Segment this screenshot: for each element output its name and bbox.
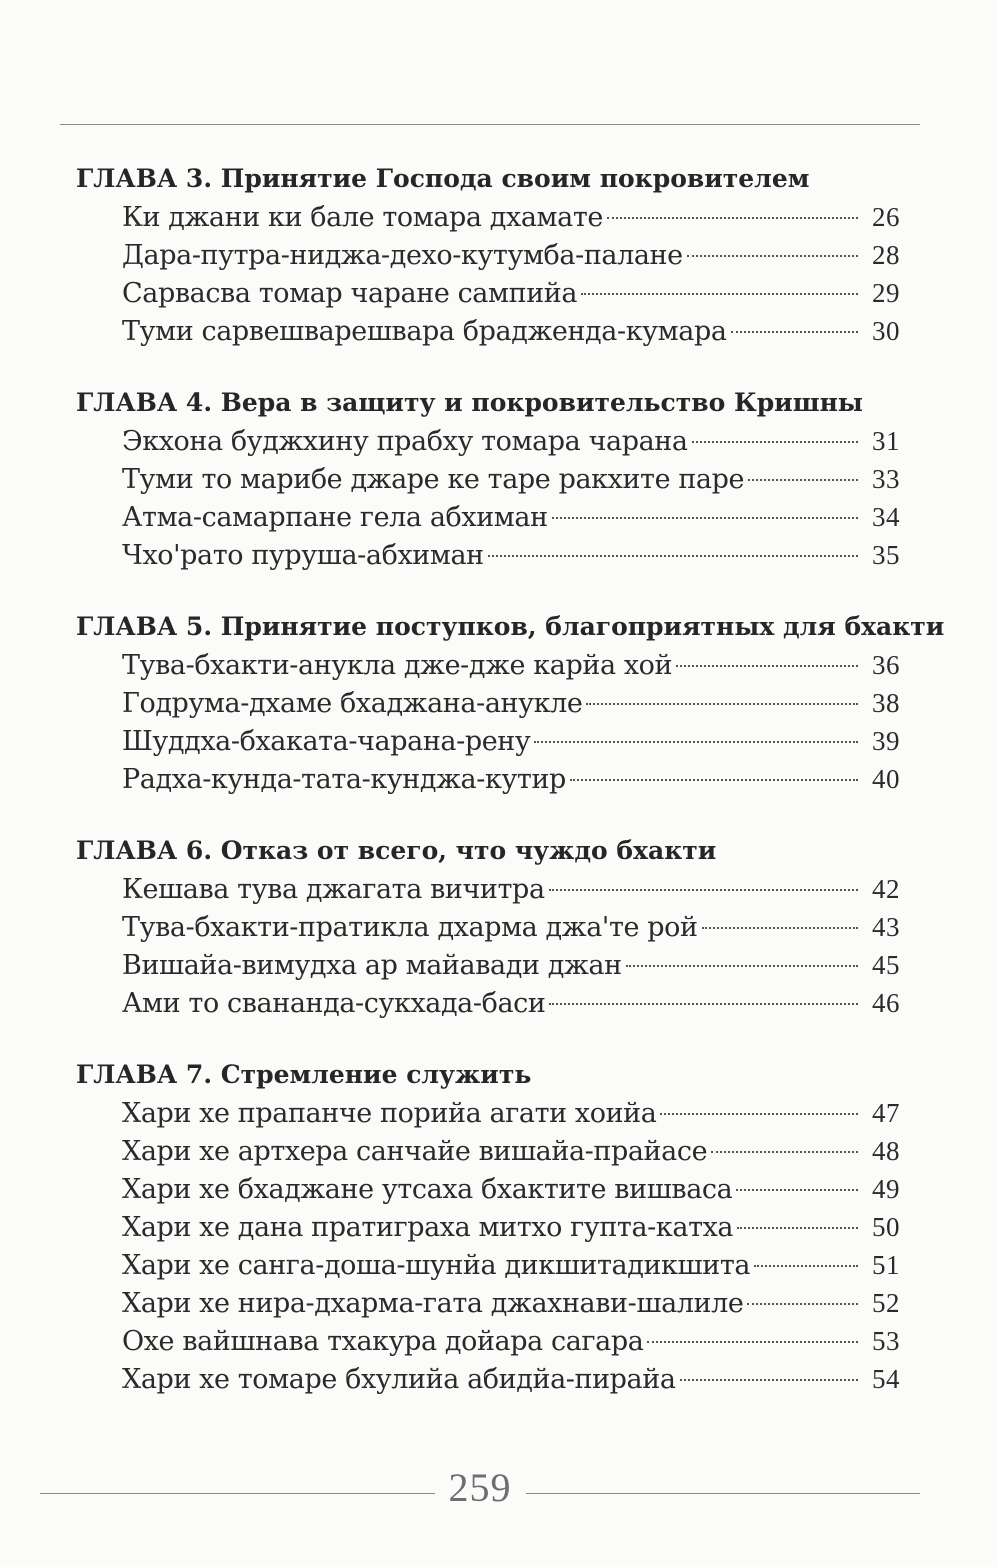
- toc-entry: [60, 1132, 900, 1170]
- toc-entry: [60, 870, 900, 908]
- entry-page-number: 39: [872, 726, 900, 756]
- entry-page-number: 26: [872, 202, 900, 232]
- chapter-4: [60, 384, 900, 574]
- entry-page-number: 47: [872, 1098, 900, 1128]
- entry-title: Хари хе бхаджане утсаха бхактите вишваса: [122, 1174, 733, 1205]
- entry-title: Кешава тува джагата вичитра: [122, 874, 545, 905]
- dot-leader: [692, 441, 858, 443]
- entry-page-number: 38: [872, 688, 900, 718]
- toc-entry: [60, 274, 900, 312]
- toc-entry: [60, 236, 900, 274]
- entry-title: Хари хе томаре бхулийа абидйа-пирайа: [122, 1364, 676, 1395]
- chapter-title: ГЛАВА 6. Отказ от всего, что чуждо бхакти: [76, 836, 717, 865]
- toc-entry: [60, 684, 900, 722]
- dot-leader: [711, 1151, 858, 1153]
- dot-leader: [488, 555, 858, 557]
- entry-page-number: 28: [872, 240, 900, 270]
- dot-leader: [549, 1003, 858, 1005]
- dot-leader: [680, 1379, 858, 1381]
- entry-title: Тува-бхакти-пратикла дхарма джа'те рой: [122, 912, 698, 943]
- entry-page-number: 35: [872, 540, 900, 570]
- dot-leader: [754, 1265, 858, 1267]
- entry-title: Тува-бхакти-анукла дже-дже карйа хой: [122, 650, 673, 681]
- entry-title: Сарвасва томар чаране сампийа: [122, 278, 578, 309]
- dot-leader: [552, 517, 858, 519]
- dot-leader: [676, 665, 858, 667]
- dot-leader: [731, 331, 858, 333]
- toc-entry: [60, 722, 900, 760]
- chapter-6: [60, 832, 900, 1022]
- header-rule: [60, 124, 920, 125]
- chapter-heading: [60, 160, 900, 198]
- dot-leader: [748, 479, 858, 481]
- dot-leader: [549, 889, 858, 891]
- dot-leader: [626, 965, 858, 967]
- toc-entry: [60, 1284, 900, 1322]
- chapter-heading: [60, 1056, 900, 1094]
- entry-title: Туми то марибе джаре ке таре ракхите паре: [122, 464, 745, 495]
- dot-leader: [737, 1227, 858, 1229]
- chapter-title: ГЛАВА 3. Принятие Господа своим покровителем: [76, 164, 810, 193]
- dot-leader: [607, 217, 858, 219]
- toc-entry: [60, 1170, 900, 1208]
- entry-title: Туми сарвешварешвара брадженда-кумара: [122, 316, 727, 347]
- entry-title: Хари хе нира-дхарма-гата джахнави-шалиле: [122, 1288, 744, 1319]
- toc-entry: [60, 1208, 900, 1246]
- dot-leader: [736, 1189, 858, 1191]
- entry-title: Хари хе санга-доша-шунйа дикшитадикшита: [122, 1250, 751, 1281]
- entry-page-number: 42: [872, 874, 900, 904]
- entry-page-number: 31: [872, 426, 900, 456]
- chapter-heading: [60, 608, 945, 646]
- chapter-7: [60, 1056, 900, 1398]
- chapter-heading: [60, 384, 900, 422]
- chapter-3: [60, 160, 900, 350]
- entry-page-number: 34: [872, 502, 900, 532]
- toc-entry: [60, 312, 900, 350]
- entry-page-number: 52: [872, 1288, 900, 1318]
- dot-leader: [581, 293, 858, 295]
- chapter-5: [60, 608, 945, 798]
- dot-leader: [747, 1303, 858, 1305]
- toc-entry: [60, 422, 900, 460]
- entry-page-number: 51: [872, 1250, 900, 1280]
- page-footer: [40, 1457, 920, 1517]
- chapter-heading: [60, 832, 900, 870]
- chapter-title: ГЛАВА 4. Вера в защиту и покровительство Кришны: [76, 388, 863, 417]
- entry-title: Дара-путра-ниджа-дехо-кутумба-палане: [122, 240, 683, 271]
- toc-entry: [60, 1322, 900, 1360]
- entry-page-number: 29: [872, 278, 900, 308]
- entry-title: Годрума-дхаме бхаджана-анукле: [122, 688, 583, 719]
- toc-entry: [60, 1246, 900, 1284]
- toc-entry: [60, 1094, 900, 1132]
- entry-title: Хари хе прапанче порийа агати хоийа: [122, 1098, 657, 1129]
- toc-entry: [60, 908, 900, 946]
- table-of-contents: [60, 160, 945, 1432]
- dot-leader: [570, 779, 858, 781]
- page-number: 259: [448, 1464, 512, 1510]
- toc-entry: [60, 646, 900, 684]
- entry-page-number: 49: [872, 1174, 900, 1204]
- toc-entry: [60, 536, 900, 574]
- footer-rule-left: [40, 1493, 435, 1494]
- entry-page-number: 43: [872, 912, 900, 942]
- entry-title: Чхо'рато пуруша-абхиман: [122, 540, 484, 571]
- entry-title: Хари хе артхера санчайе вишайа-прайасе: [122, 1136, 708, 1167]
- entry-title: Хари хе дана пратиграха митхо гупта-катха: [122, 1212, 734, 1243]
- dot-leader: [647, 1341, 858, 1343]
- entry-title: Шуддха-бхаката-чарана-рену: [122, 726, 531, 757]
- entry-title: Экхона буджхину прабху томара чарана: [122, 426, 688, 457]
- entry-page-number: 33: [872, 464, 900, 494]
- entry-title: Охе вайшнава тхакура дойара сагара: [122, 1326, 644, 1357]
- entry-page-number: 50: [872, 1212, 900, 1242]
- entry-page-number: 54: [872, 1364, 900, 1394]
- entry-page-number: 36: [872, 650, 900, 680]
- dot-leader: [660, 1113, 858, 1115]
- dot-leader: [687, 255, 858, 257]
- toc-entry: [60, 460, 900, 498]
- toc-entry: [60, 198, 900, 236]
- entry-page-number: 45: [872, 950, 900, 980]
- entry-page-number: 48: [872, 1136, 900, 1166]
- entry-page-number: 46: [872, 988, 900, 1018]
- entry-title: Вишайа-вимудха ар майавади джан: [122, 950, 622, 981]
- footer-rule-right: [526, 1493, 921, 1494]
- toc-entry: [60, 946, 900, 984]
- entry-page-number: 30: [872, 316, 900, 346]
- entry-title: Атма-самарпане гела абхиман: [122, 502, 548, 533]
- entry-title: Радха-кунда-тата-кунджа-кутир: [122, 764, 566, 795]
- entry-title: Ки джани ки бале томара дхамате: [122, 202, 603, 233]
- toc-entry: [60, 984, 900, 1022]
- toc-entry: [60, 498, 900, 536]
- entry-page-number: 53: [872, 1326, 900, 1356]
- toc-entry: [60, 760, 900, 798]
- toc-entry: [60, 1360, 900, 1398]
- entry-title: Ами то свананда-сукхада-баси: [122, 988, 546, 1019]
- dot-leader: [702, 927, 858, 929]
- chapter-title: ГЛАВА 7. Стремление служить: [76, 1060, 532, 1089]
- entry-page-number: 40: [872, 764, 900, 794]
- chapter-title: ГЛАВА 5. Принятие поступков, благоприятных для бхакти: [76, 612, 945, 641]
- dot-leader: [586, 703, 858, 705]
- dot-leader: [534, 741, 858, 743]
